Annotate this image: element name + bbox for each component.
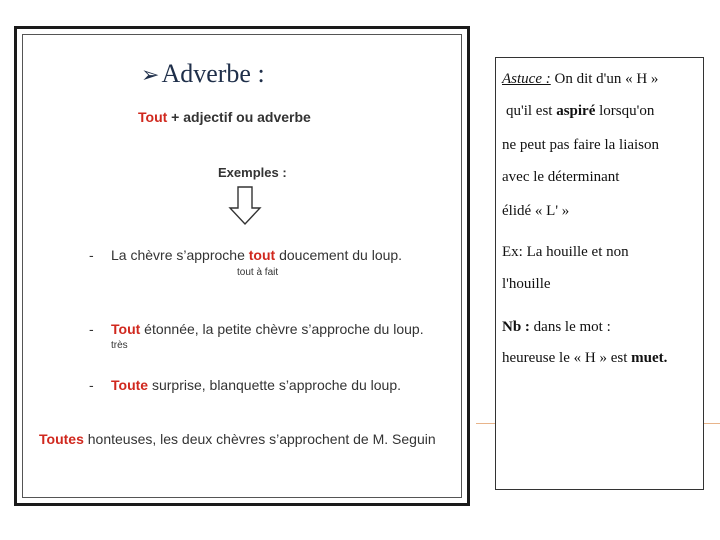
examples-heading: Exemples :: [218, 165, 287, 180]
image-inner-frame: [22, 34, 462, 498]
astuce-last-line: heureuse le « H » est muet.: [502, 350, 668, 366]
example-1-dash: -: [89, 247, 94, 263]
astuce-example-1: Ex: La houille et non: [502, 244, 629, 260]
bullet-arrow-icon: ➢: [141, 63, 160, 88]
astuce-textbox: [495, 57, 704, 490]
rule-line: Tout + adjectif ou adverbe: [138, 109, 311, 125]
astuce-line-2: qu'il est aspiré lorsqu'on: [506, 103, 655, 119]
example-2-dash: -: [89, 321, 94, 337]
example-2: Tout étonnée, la petite chèvre s’approche du loup.: [111, 321, 424, 337]
example-2-note: très: [111, 340, 128, 351]
astuce-line-3: ne peut pas faire la liaison: [502, 137, 660, 153]
adverb-image-panel: [14, 26, 470, 506]
down-arrow-icon: [228, 186, 262, 226]
example-1-note: tout à fait: [237, 267, 279, 278]
example-4: Toutes honteuses, les deux chèvres s’approchent de M. Seguin: [39, 431, 436, 447]
example-3: Toute surprise, blanquette s’approche du loup.: [111, 377, 402, 393]
example-1: La chèvre s’approche tout doucement du loup.: [111, 247, 403, 263]
example-3-dash: -: [89, 377, 94, 393]
astuce-example-2: l'houille: [502, 276, 551, 292]
panel-title: ➢Adverbe :: [141, 59, 265, 88]
astuce-line-4: avec le déterminant: [502, 169, 620, 185]
astuce-line-5: élidé « L' »: [502, 203, 570, 219]
astuce-line-1: Astuce : On dit d'un « H »: [502, 71, 659, 87]
astuce-nb-line: Nb : dans le mot :: [502, 319, 611, 335]
